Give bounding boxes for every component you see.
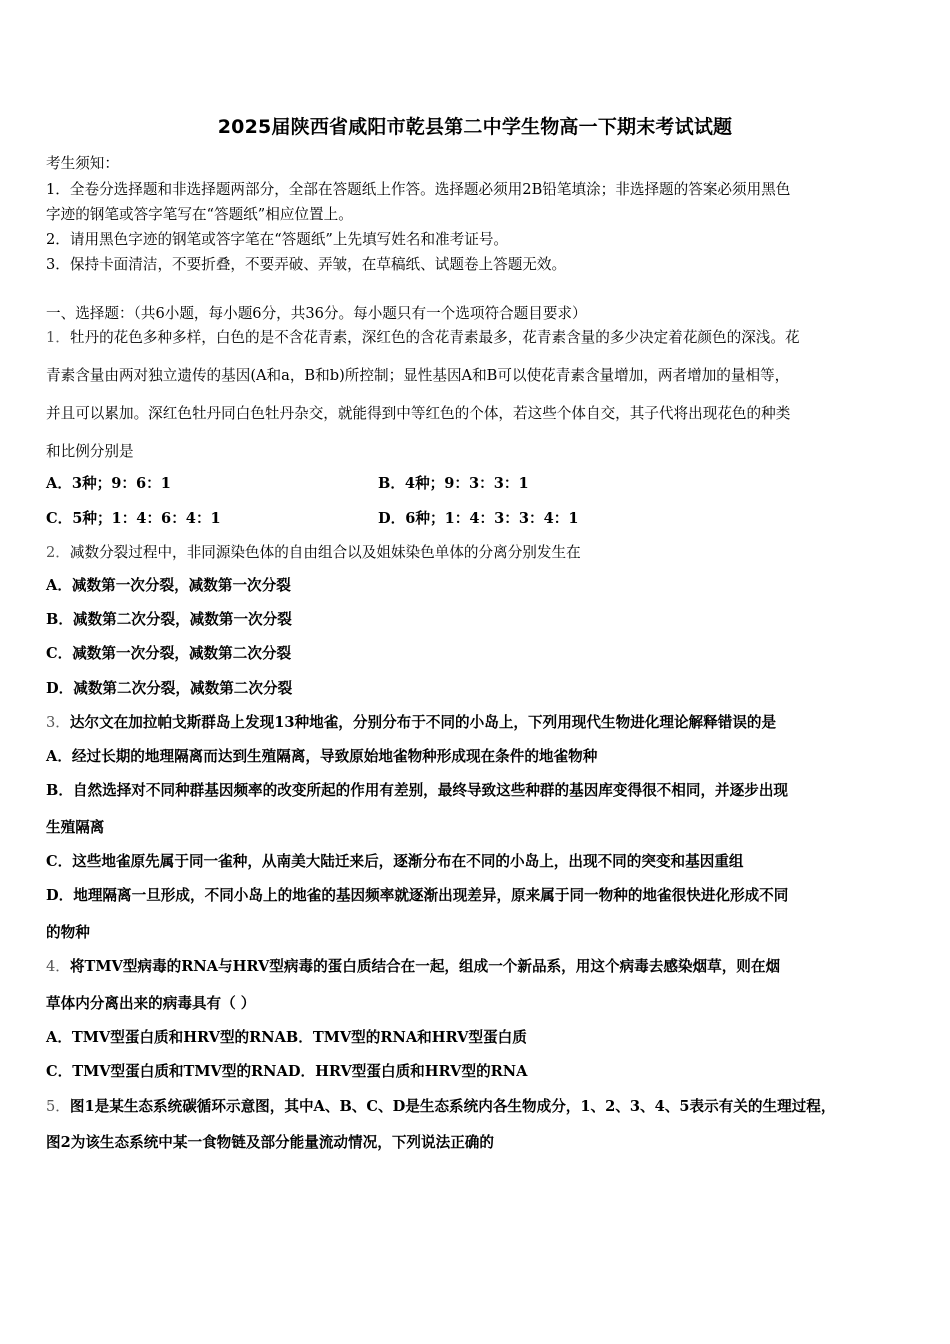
option-ab: A．TMV型蛋白质和HRV型的RNAB．TMV型的RNA和HRV型蛋白质 bbox=[46, 1029, 527, 1046]
option-c: C．这些地雀原先属于同一雀种，从南美大陆迁来后，逐渐分布在不同的小岛上，出现不同的突变和基因重组 bbox=[46, 853, 744, 870]
notice-item: 2．请用黑色字迹的钢笔或答字笔在“答题纸”上先填写姓名和准考证号。 bbox=[46, 231, 509, 248]
option-a: A．减数第一次分裂，减数第一次分裂 bbox=[46, 577, 291, 594]
question-number: 4． bbox=[46, 958, 70, 975]
question-3 bbox=[46, 711, 776, 732]
question-text: 减数分裂过程中，非同源染色体的自由组合以及姐妹染色单体的分离分别发生在 bbox=[69, 544, 581, 561]
option-c: C．减数第一次分裂，减数第二次分裂 bbox=[46, 645, 292, 662]
question-text: 牡丹的花色多种多样，白色的是不含花青素，深红色的含花青素最多，花青素含量的多少决定着花颜色的深浅。花 bbox=[69, 329, 800, 346]
option-a: A．经过长期的地理隔离而达到生殖隔离，导致原始地雀物种形成现在条件的地雀物种 bbox=[46, 748, 598, 765]
option-b: B．自然选择对不同种群基因频率的改变所起的作用有差别，最终导致这些种群的基因库变得很不相同，并逐步出现 bbox=[46, 782, 789, 799]
option-a: A．3种；9：6：1 bbox=[46, 475, 171, 492]
question-2 bbox=[46, 541, 581, 562]
notice-heading: 考生须知： bbox=[46, 155, 119, 172]
option-d: D．地理隔离一旦形成，不同小岛上的地雀的基因频率就逐渐出现差异，原来属于同一物种的地雀很快进化形成不同 bbox=[46, 887, 789, 904]
question-1 bbox=[46, 326, 800, 347]
section-heading: 一、选择题：（共6小题，每小题6分，共36分。每小题只有一个选项符合题目要求） bbox=[46, 305, 587, 322]
question-number: 1． bbox=[46, 329, 70, 346]
question-text: 达尔文在加拉帕戈斯群岛上发现13种地雀，分别分布于不同的小岛上，下列用现代生物进化理论解释错误的是 bbox=[69, 714, 777, 731]
question-text: 图2为该生态系统中某一食物链及部分能量流动情况，下列说法正确的 bbox=[46, 1134, 494, 1151]
option-c: C．5种；1：4：6：4：1 bbox=[46, 510, 221, 527]
page-title: 2025届陕西省咸阳市乾县第二中学生物高一下期末考试试题 bbox=[217, 116, 733, 138]
question-text: 和比例分别是 bbox=[46, 443, 134, 460]
option-b: B．减数第二次分裂，减数第一次分裂 bbox=[46, 611, 292, 628]
notice-item: 3．保持卡面清洁，不要折叠，不要弄破、弄皱，在草稿纸、试题卷上答题无效。 bbox=[46, 256, 567, 273]
option-b: B．4种；9：3：3：1 bbox=[378, 475, 529, 492]
question-text: 草体内分离出来的病毒具有（ ） bbox=[46, 995, 256, 1012]
notice-item: 字迹的钢笔或答字笔写在“答题纸”相应位置上。 bbox=[46, 206, 353, 223]
option-b-continued: 生殖隔离 bbox=[46, 819, 105, 836]
question-text: 将TMV型病毒的RNA与HRV型病毒的蛋白质结合在一起，组成一个新品系，用这个病毒去感染烟草，则在烟 bbox=[69, 958, 781, 975]
question-4 bbox=[46, 955, 780, 976]
option-d: D．减数第二次分裂，减数第二次分裂 bbox=[46, 680, 293, 697]
question-text: 并且可以累加。深红色牡丹同白色牡丹杂交，就能得到中等红色的个体，若这些个体自交，其子代将出现花色的种类 bbox=[46, 405, 791, 422]
option-d-continued: 的物种 bbox=[46, 924, 90, 941]
question-text: 青素含量由两对独立遗传的基因(A和a，B和b)所控制；显性基因A和B可以使花青素含量增加，两者增加的量相等， bbox=[46, 367, 790, 384]
question-number: 3． bbox=[46, 714, 70, 731]
question-5 bbox=[46, 1095, 835, 1116]
question-number: 5． bbox=[46, 1098, 70, 1115]
question-number: 2． bbox=[46, 544, 70, 561]
option-cd: C．TMV型蛋白质和TMV型的RNAD．HRV型蛋白质和HRV型的RNA bbox=[46, 1063, 528, 1080]
option-d: D．6种；1：4：3：3：4：1 bbox=[378, 510, 579, 527]
question-text: 图1是某生态系统碳循环示意图，其中A、B、C、D是生态系统内各生物成分，1、2、3、4、5表示有关的生理过程， bbox=[69, 1098, 836, 1115]
notice-item: 1．全卷分选择题和非选择题两部分，全部在答题纸上作答。选择题必须用2B铅笔填涂；非选择题的答案必须用黑色 bbox=[46, 181, 791, 198]
